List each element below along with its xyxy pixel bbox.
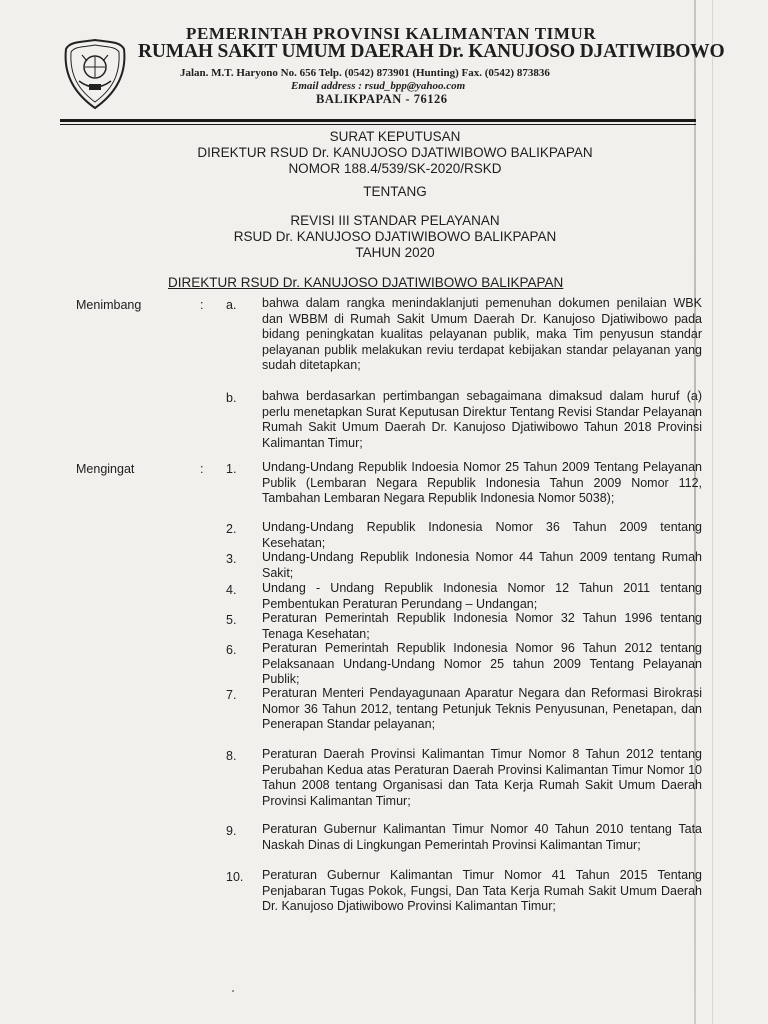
item-number: 1. (226, 462, 237, 476)
list-item: bahwa dalam rangka menindaklanjuti pemenuhan dokumen penilaian WBK dan WBBM di Rumah Sakit Umum Daerah Dr. Kanujoso Djatiwibowo pada bidang peningkatan kualitas pelayanan publik, maka Tim penyusun standar pelayanan publik melakukan reviu terdapat kebijakan standar pelayanan yang sudah ditetapkan; (262, 296, 702, 373)
colon: : (200, 462, 204, 476)
document-type: SURAT KEPUTUSAN (329, 129, 461, 144)
item-number: 6. (226, 643, 237, 657)
document-number: NOMOR 188.4/539/SK-2020/RSKD (288, 161, 502, 176)
list-item: Peraturan Gubernur Kalimantan Timur Nomor 40 Tahun 2010 tentang Tata Naskah Dinas di Lingkungan Pemerintah Provinsi Kalimantan Timur; (262, 822, 702, 852)
letterhead-divider (60, 124, 696, 125)
hospital-name: RUMAH SAKIT UMUM DAERAH Dr. KANUJOSO DJATIWIBOWO (138, 41, 725, 62)
colon: : (200, 298, 204, 312)
list-item: Undang-Undang Republik Indoesia Nomor 25 Tahun 2009 Tentang Pelayanan Publik (Lembaran Negara Republik Indonesia Tahun 2009 Nomor 112, Tambahan Lembaran Negara Republik Indonesia Nomor 5038); (262, 460, 702, 506)
subject-line: RSUD Dr. KANUJOSO DJATIWIBOWO BALIKPAPAN (233, 229, 557, 244)
letterhead-divider (60, 119, 696, 122)
hospital-city: BALIKPAPAN - 76126 (316, 92, 448, 106)
issuer: DIREKTUR RSUD Dr. KANUJOSO DJATIWIBOWO BALIKPAPAN (197, 145, 593, 160)
subject-line: REVISI III STANDAR PELAYANAN (290, 213, 500, 228)
government-name: PEMERINTAH PROVINSI KALIMANTAN TIMUR (186, 24, 597, 43)
item-number: 9. (226, 824, 237, 838)
hospital-address: Jalan. M.T. Haryono No. 656 Telp. (0542) 873901 (Hunting) Fax. (0542) 873836 (180, 67, 550, 79)
scan-speck (232, 990, 234, 992)
list-item: Peraturan Gubernur Kalimantan Timur Nomor 41 Tahun 2015 Tentang Penjabaran Tugas Pokok, Fungsi, Dan Tata Kerja Rumah Sakit Umum Daerah Dr. Kanujoso Djatiwibowo Provinsi Kalimantan Timur; (262, 868, 702, 914)
list-item: Undang-Undang Republik Indonesia Nomor 44 Tahun 2009 tentang Rumah Sakit; (262, 550, 702, 580)
item-number: 2. (226, 522, 237, 536)
item-number: 3. (226, 552, 237, 566)
list-item: bahwa berdasarkan pertimbangan sebagaimana dimaksud dalam huruf (a) perlu menetapkan Surat Keputusan Direktur Tentang Revisi Standar Pelayanan Rumah Sakit Umum Daerah Dr. Kanujoso Djatiwibowo Tahun 2018 Provinsi Kalimantan Timur; (262, 389, 702, 450)
subject-line: TAHUN 2020 (355, 245, 435, 260)
provincial-crest-icon (62, 37, 128, 111)
list-item: Peraturan Daerah Provinsi Kalimantan Timur Nomor 8 Tahun 2012 tentang Perubahan Kedua atas Peraturan Daerah Provinsi Kalimantan Timur Nomor 10 Tahun 2008 tentang Organisasi dan Tata Kerja Rumah Sakit Umum Daerah Provinsi Kalimantan Timur; (262, 747, 702, 808)
item-number: 5. (226, 613, 237, 627)
page-fold-line (712, 0, 713, 1024)
list-item: Undang - Undang Republik Indonesia Nomor 12 Tahun 2011 tentang Pembentukan Peraturan Perundang – Undangan; (262, 581, 702, 611)
item-number: 10. (226, 870, 244, 884)
list-item: Peraturan Pemerintah Republik Indonesia Nomor 96 Tahun 2012 tentang Pelaksanaan Undang-Undang Nomor 25 tahun 2009 Tentang Pelayanan Publik; (262, 641, 702, 687)
director-heading: DIREKTUR RSUD Dr. KANUJOSO DJATIWIBOWO BALIKPAPAN (168, 275, 564, 290)
item-number: b. (226, 391, 237, 405)
about-heading: TENTANG (363, 184, 427, 199)
list-item: Undang-Undang Republik Indonesia Nomor 36 Tahun 2009 tentang Kesehatan; (262, 520, 702, 550)
list-item: Peraturan Pemerintah Republik Indonesia Nomor 32 Tahun 1996 tentang Tenaga Kesehatan; (262, 611, 702, 641)
item-number: 8. (226, 749, 237, 763)
hospital-email: Email address : rsud_bpp@yahoo.com (291, 80, 466, 92)
list-item: Peraturan Menteri Pendayagunaan Aparatur Negara dan Reformasi Birokrasi Nomor 36 Tahun 2012, tentang Petunjuk Teknis Penyusunan, Penetapan, dan Penerapan Standar pelayanan; (262, 686, 702, 732)
mengingat-label: Mengingat (76, 462, 135, 476)
item-number: 4. (226, 583, 237, 597)
menimbang-label: Menimbang (76, 298, 142, 312)
item-number: a. (226, 298, 237, 312)
item-number: 7. (226, 688, 237, 702)
